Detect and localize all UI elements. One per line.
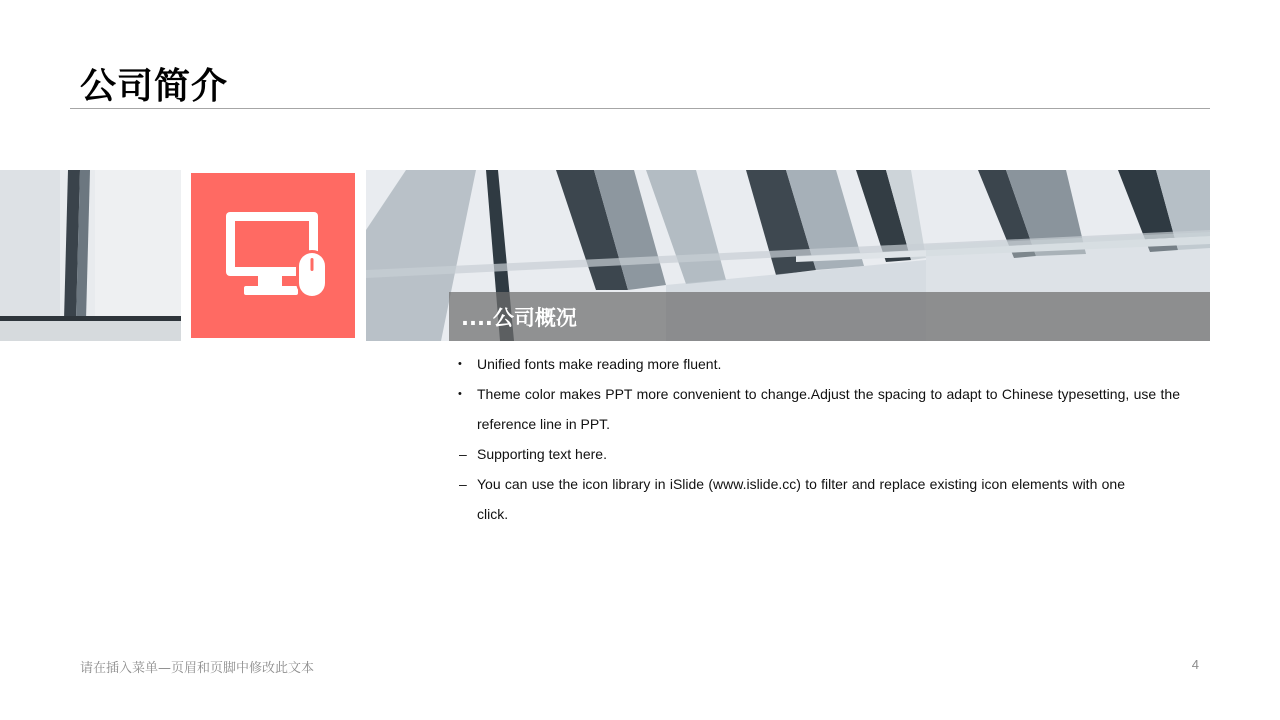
- bullet-item: [455, 379, 1180, 529]
- page-number: 4: [1191, 657, 1199, 672]
- sub-item: – Supporting text here.: [477, 439, 1125, 469]
- sub-item: – You can use the icon library in iSlide (www.islide.cc) to filter and replace existing icon elements with one click.: [477, 469, 1125, 529]
- footer-text: 请在插入菜单—页眉和页脚中修改此文本: [80, 661, 315, 676]
- title-divider: [70, 108, 1210, 109]
- sub-list: [477, 439, 1180, 529]
- desktop-computer-with-mouse-icon: [218, 206, 328, 306]
- bullet-item-text: Theme color makes PPT more convenient to change.Adjust the spacing to adapt to Chinese typesetting, use the reference line in PPT.: [477, 386, 1180, 432]
- caption-title: ....公司概况: [461, 305, 577, 330]
- bullet-list: [455, 349, 1180, 529]
- icon-tile: [191, 173, 355, 338]
- content-body: [455, 349, 1180, 529]
- bullet-item: • Unified fonts make reading more fluent.: [455, 349, 1180, 379]
- caption-bar: [449, 292, 1210, 341]
- building-photo-left: [0, 170, 181, 341]
- slide-title: 公司简介: [80, 66, 229, 107]
